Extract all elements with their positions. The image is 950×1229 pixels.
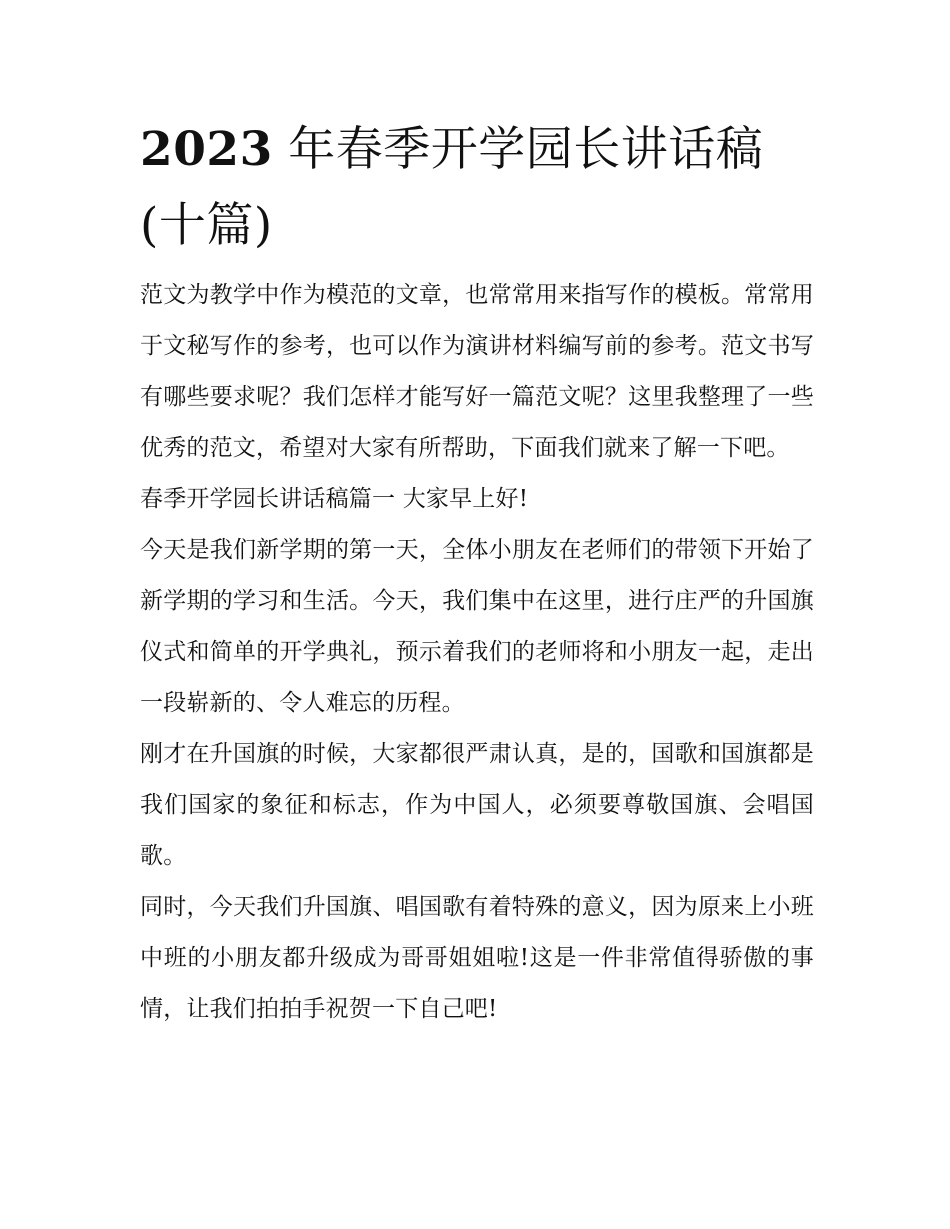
paragraph-flag-raising: 刚才在升国旗的时候，大家都很严肃认真，是的，国歌和国旗都是我们国家的象征和标志，作为中国人，必须要尊敬国旗、会唱国歌。 xyxy=(140,741,814,869)
paragraph-greeting: 春季开学园长讲话稿篇一 大家早上好! xyxy=(140,486,529,512)
paragraph-first-day: 今天是我们新学期的第一天，全体小朋友在老师们的带领下开始了新学期的学习和生活。今天，我们集中在这里，进行庄严的升国旗仪式和简单的开学典礼，预示着我们的老师将和小朋友一起，走出一段崭新的、令人难忘的历程。 xyxy=(140,537,814,716)
paragraph-special-meaning: 同时，今天我们升国旗、唱国歌有着特殊的意义，因为原来上小班中班的小朋友都升级成为哥哥姐姐啦!这是一件非常值得骄傲的事情，让我们拍拍手祝贺一下自己吧! xyxy=(140,894,814,1022)
title-year: 2023 xyxy=(140,122,273,177)
paragraph-intro: 范文为教学中作为模范的文章，也常常用来指写作的模板。常常用于文秘写作的参考，也可以作为演讲材料编写前的参考。范文书写有哪些要求呢？我们怎样才能写好一篇范文呢？这里我整理了一些优秀的范文，希望对大家有所帮助，下面我们就来了解一下吧。 xyxy=(140,282,814,461)
document-body xyxy=(140,112,814,1035)
title-text: 年春季开学园长讲话稿(十篇) xyxy=(140,122,764,253)
document-title xyxy=(140,112,814,264)
